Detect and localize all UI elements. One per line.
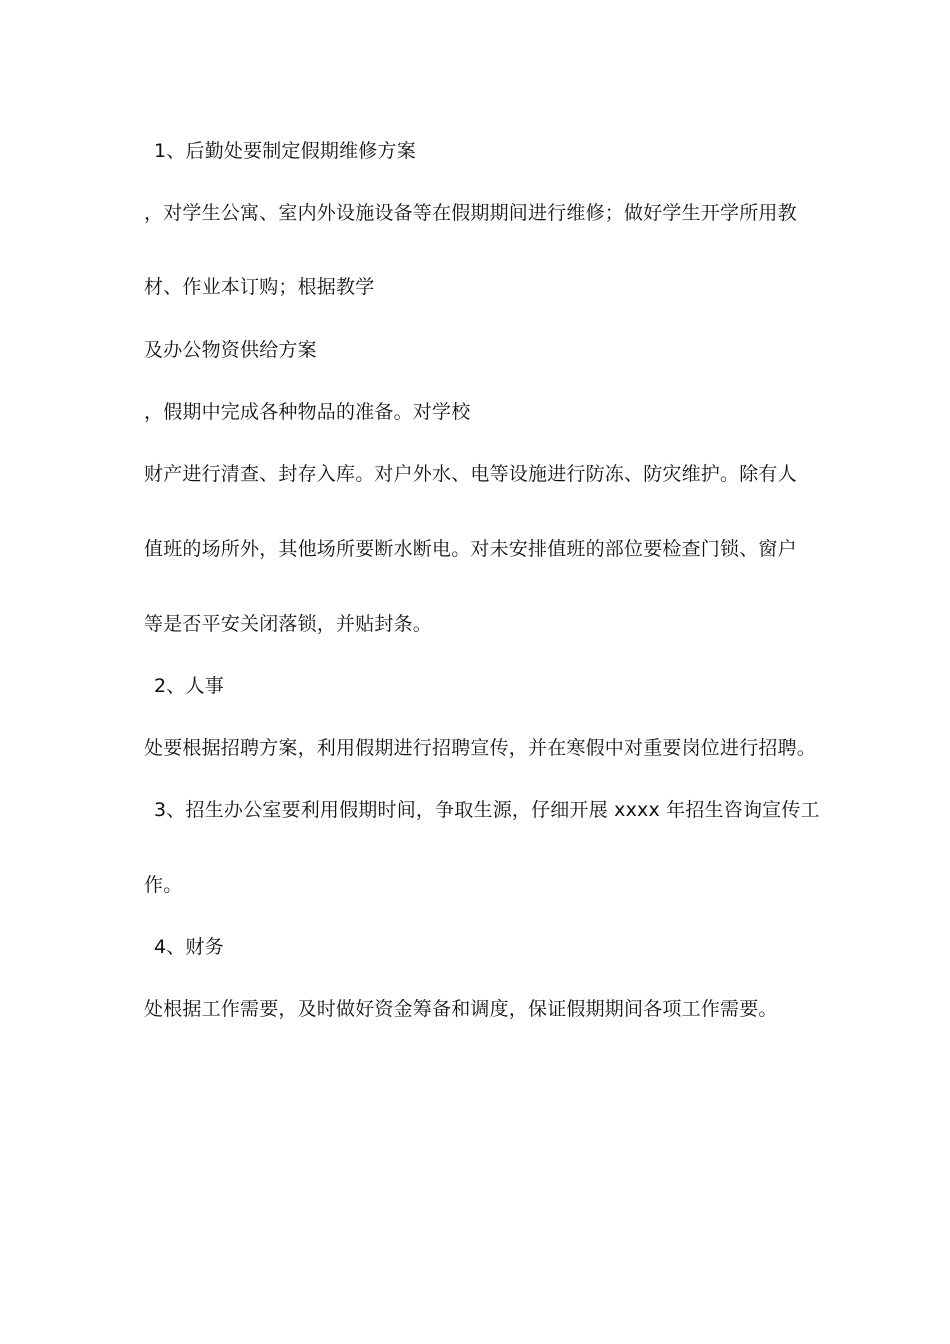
paragraph-line: ，对学生公寓、室内外设施设备等在假期期间进行维修；做好学生开学所用教 <box>144 202 797 224</box>
item-1-heading: 1、后勤处要制定假期维修方案 <box>154 140 416 162</box>
paragraph-line: 财产进行清查、封存入库。对户外水、电等设施进行防冻、防灾维护。除有人 <box>144 463 797 485</box>
paragraph-line: 值班的场所外，其他场所要断水断电。对未安排值班的部位要检查门锁、窗户 <box>144 538 797 560</box>
paragraph-line: 作。 <box>144 874 183 896</box>
paragraph-line: 及办公物资供给方案 <box>144 339 317 361</box>
paragraph-line: 处根据工作需要，及时做好资金筹备和调度，保证假期期间各项工作需要。 <box>144 998 778 1020</box>
item-2-heading: 2、人事 <box>154 675 224 697</box>
paragraph-line: 等是否平安关闭落锁，并贴封条。 <box>144 613 433 635</box>
item-3-heading: 3、招生办公室要利用假期时间，争取生源，仔细开展 xxxx 年招生咨询宣传工 <box>154 799 820 821</box>
paragraph-line: 处要根据招聘方案，利用假期进行招聘宣传，并在寒假中对重要岗位进行招聘。 <box>144 737 817 759</box>
paragraph-line: ，假期中完成各种物品的准备。对学校 <box>144 401 471 423</box>
item-4-heading: 4、财务 <box>154 936 224 958</box>
paragraph-line: 材、作业本订购；根据教学 <box>144 276 375 298</box>
